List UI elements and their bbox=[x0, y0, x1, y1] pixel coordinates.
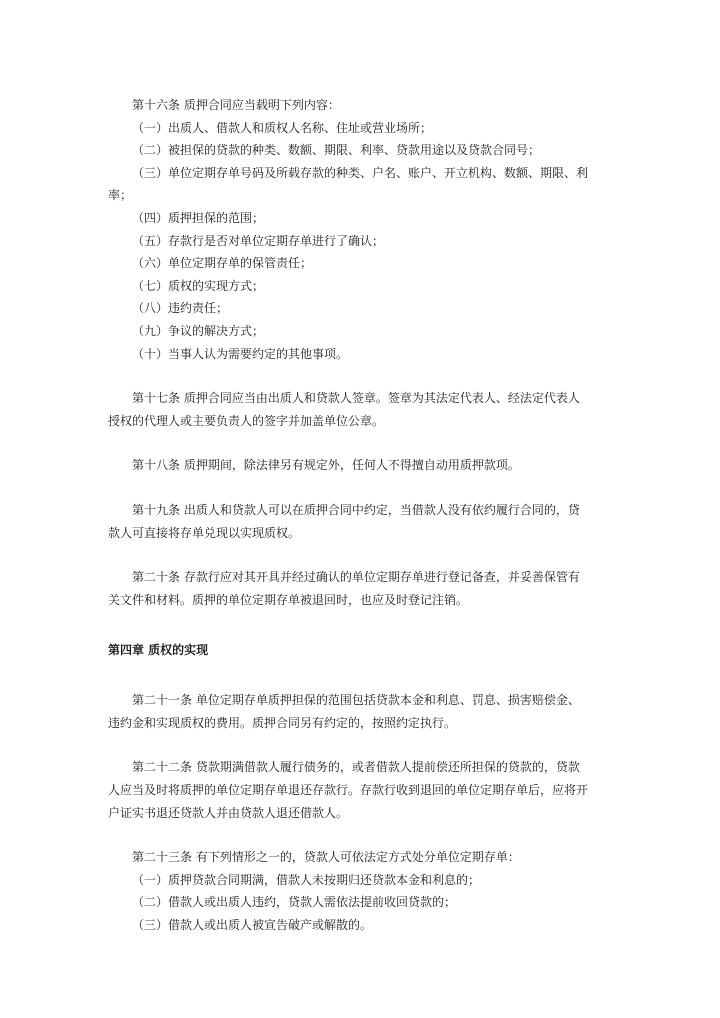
article-20-line: 关文件和材料。质押的单位定期存单被退回时，也应及时登记注销。 bbox=[108, 592, 469, 607]
article-22-line: 人应当及时将质押的单位定期存单退还存款行。存款行收到退回的单位定期存单后，应将开 bbox=[108, 783, 589, 798]
article-16-item: （二）被担保的贷款的种类、数额、期限、利率、贷款用途以及贷款合同号； bbox=[132, 143, 541, 158]
article-23-item: （一）质押贷款合同期满，借款人未按期归还贷款本金和利息的； bbox=[132, 872, 481, 887]
article-22-line: 第二十二条 贷款期满借款人履行债务的，或者借款人提前偿还所担保的贷款的，贷款 bbox=[132, 760, 580, 775]
article-16-item: （七）质权的实现方式； bbox=[132, 278, 265, 293]
document-page bbox=[108, 94, 612, 937]
article-16 bbox=[108, 94, 612, 365]
article-17 bbox=[108, 387, 612, 432]
article-23-item: （二）借款人或出质人违约，贷款人需依法提前收回贷款的； bbox=[132, 895, 457, 910]
article-19-line: 款人可直接将存单兑现以实现质权。 bbox=[108, 525, 301, 540]
article-16-item: （四）质押担保的范围； bbox=[132, 210, 265, 225]
article-23-item: （三）借款人或出质人被宣告破产或解散的。 bbox=[132, 918, 373, 933]
article-18-line: 第十八条 质押期间，除法律另有规定外，任何人不得擅自动用质押款项。 bbox=[132, 458, 520, 473]
article-16-item: （九）争议的解决方式； bbox=[132, 323, 265, 338]
article-23 bbox=[108, 846, 612, 936]
article-16-item: （十）当事人认为需要约定的其他事项。 bbox=[132, 346, 349, 361]
article-16-item: （三）单位定期存单号码及所载存款的种类、户名、账户、开立机构、数额、期限、利 bbox=[132, 165, 589, 180]
article-16-item: （六）单位定期存单的保管责任； bbox=[132, 256, 313, 271]
article-17-line: 第十七条 质押合同应当由出质人和贷款人签章。签章为其法定代表人、经法定代表人 bbox=[132, 391, 580, 406]
article-20 bbox=[108, 566, 612, 611]
article-17-line: 授权的代理人或主要负责人的签字并加盖单位公章。 bbox=[108, 413, 385, 428]
article-22 bbox=[108, 756, 612, 824]
article-16-item: （八）违约责任； bbox=[132, 301, 229, 316]
article-16-item: （一）出质人、借款人和质权人名称、住址或营业场所； bbox=[132, 120, 433, 135]
article-18 bbox=[108, 454, 612, 477]
article-16-item: （五）存款行是否对单位定期存单进行了确认； bbox=[132, 233, 385, 248]
article-21-line: 违约金和实现质权的费用。质押合同另有约定的，按照约定执行。 bbox=[108, 715, 457, 730]
article-19 bbox=[108, 499, 612, 544]
article-22-line: 户证实书退还贷款人并由贷款人退还借款人。 bbox=[108, 805, 349, 820]
article-16-intro: 第十六条 质押合同应当载明下列内容： bbox=[132, 98, 340, 112]
chapter-4-heading: 第四章 质权的实现 bbox=[108, 643, 209, 658]
article-20-line: 第二十条 存款行应对其开具并经过确认的单位定期存单进行登记备查，并妥善保管有 bbox=[132, 570, 580, 585]
article-16-item-continuation: 率； bbox=[108, 188, 133, 203]
article-21 bbox=[108, 689, 612, 734]
article-19-line: 第十九条 出质人和贷款人可以在质押合同中约定，当借款人没有依约履行合同的，贷 bbox=[132, 502, 580, 517]
article-23-intro: 第二十三条 有下列情形之一的，贷款人可依法定方式处分单位定期存单： bbox=[132, 850, 520, 865]
article-21-line: 第二十一条 单位定期存单质押担保的范围包括贷款本金和利息、罚息、损害赔偿金、 bbox=[132, 693, 580, 708]
